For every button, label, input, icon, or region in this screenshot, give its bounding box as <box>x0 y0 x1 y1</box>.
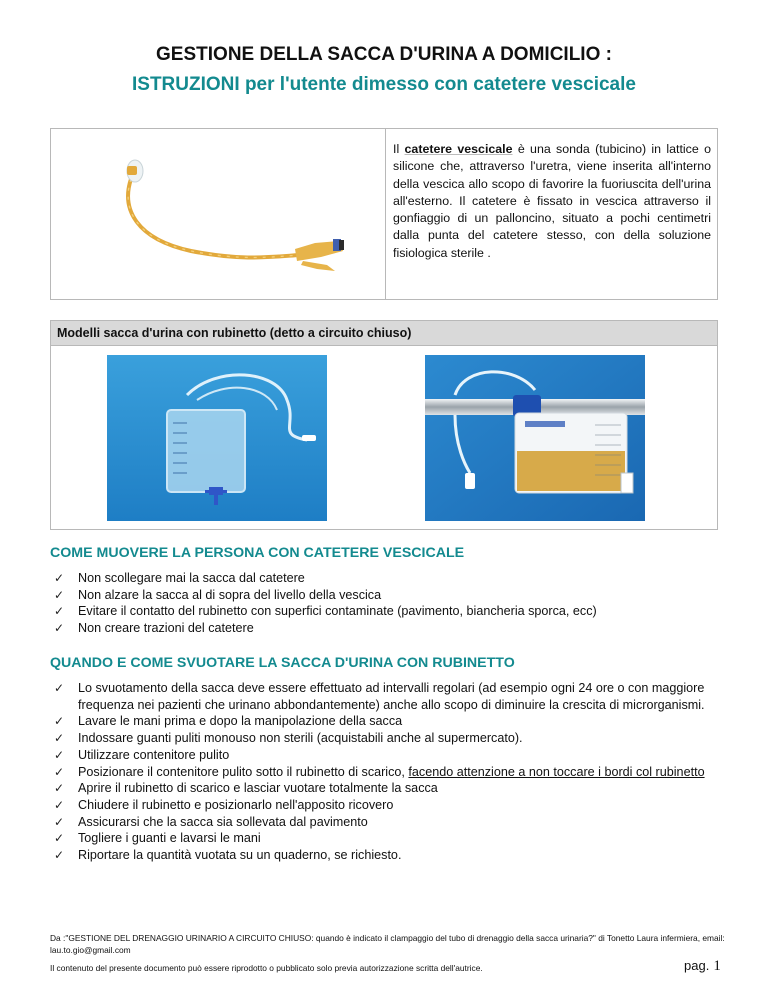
checkmark-icon: ✓ <box>54 587 65 602</box>
list-item: ✓ Lavare le mani prima e dopo la manipolazione della sacca <box>54 714 403 729</box>
section-empty-list <box>54 680 714 864</box>
page-number: pag. 1 <box>684 958 721 974</box>
section-move-title: COME MUOVERE LA PERSONA CON CATETERE VESCICALE <box>50 545 465 561</box>
checkmark-icon: ✓ <box>54 621 65 636</box>
catheter-image <box>81 139 361 289</box>
list-item: ✓ Utilizzare contenitore pulito <box>54 747 230 762</box>
checkmark-icon: ✓ <box>54 571 65 585</box>
list-item: ✓ Assicurarsi che la sacca sia sollevata dal pavimento <box>54 814 368 829</box>
checkmark-icon: ✓ <box>54 731 65 746</box>
checkmark-icon: ✓ <box>54 747 65 762</box>
document-title: GESTIONE DELLA SACCA D'URINA A DOMICILIO : <box>156 44 612 65</box>
list-item: ✓ Aprire il rubinetto di scarico e lasciar vuotare totalmente la sacca <box>54 781 438 796</box>
checkmark-icon: ✓ <box>54 814 65 829</box>
bag-models-box <box>50 320 718 530</box>
list-item: ✓ Evitare il contatto del rubinetto con superfici contaminate (pavimento, biancheria sporca, ecc) <box>54 604 597 619</box>
checkmark-icon: ✓ <box>54 714 65 729</box>
bag-models-header: Modelli sacca d'urina con rubinetto (detto a circuito chiuso) <box>51 321 717 346</box>
catheter-description: Il catetere vescicale è una sonda (tubicino) in lattice o silicone che, attraverso l'uretra, viene inserita all'interno della vescica allo scopo di favorire la fuoriuscita dell'urina all'esterno. Il catetere è fissato in vescica attraverso il gonfiaggio di un palloncino, situato a pochi centimetri dalla punta del catetere stesso, con della soluzione fisiologica sterile . <box>393 142 711 260</box>
checkmark-icon: ✓ <box>54 848 65 863</box>
list-item: ✓ Non alzare la sacca al di sopra del livello della vescica <box>54 587 382 602</box>
checkmark-icon: ✓ <box>54 797 65 812</box>
section-empty-title: QUANDO E COME SVUOTARE LA SACCA D'URINA CON RUBINETTO <box>50 655 515 671</box>
list-item: ✓ Togliere i guanti e lavarsi le mani <box>54 831 261 846</box>
checkmark-icon: ✓ <box>54 764 65 779</box>
checkmark-icon: ✓ <box>54 781 65 796</box>
list-item: ✓ Non scollegare mai la sacca dal catetere <box>54 571 305 585</box>
checkmark-icon: ✓ <box>54 681 65 695</box>
list-item: ✓ Indossare guanti puliti monouso non sterili (acquistabili anche al supermercato). <box>54 731 523 746</box>
list-item: ✓ Chiudere il rubinetto e posizionarlo nell'apposito ricovero <box>54 797 394 812</box>
list-item: ✓ Riportare la quantità vuotata su un quaderno, se richiesto. <box>54 848 402 863</box>
section-move-list <box>54 570 714 637</box>
urine-bag-photo-1 <box>107 355 327 521</box>
list-item: ✓ Non creare trazioni del catetere <box>54 621 254 636</box>
warning-underlined-text: facendo attenzione a non toccare i bordi col rubinetto <box>408 764 705 779</box>
copyright-note: Il contenuto del presente documento può essere riprodotto o pubblicato solo previa autorizzazione scritta dell'autrice. <box>50 963 483 973</box>
document-subtitle: ISTRUZIONI per l'utente dimesso con catetere vescicale <box>132 74 636 95</box>
list-item: ✓ Lo svuotamento della sacca deve essere effettuato ad intervalli regolari (ad esempio ogni 24 ore o con maggiore frequenza nei pazienti che urinano abbondantemente) anche allo scopo di diminuire la crescita di microrganismi. <box>54 681 705 712</box>
catheter-info-box <box>50 128 718 300</box>
urine-bag-photo-2 <box>425 355 645 521</box>
catheter-term: catetere vescicale <box>404 142 513 156</box>
checkmark-icon: ✓ <box>54 604 65 619</box>
source-note: Da :"GESTIONE DEL DRENAGGIO URINARIO A CIRCUITO CHIUSO: quando è indicato il clampaggio del tubo di drenaggio della sacca urinaria?" di Tonetto Laura infermiera, email: lau.to.gio@gmail.com <box>50 933 725 955</box>
list-item: ✓ Posizionare il contenitore pulito sotto il rubinetto di scarico, facendo attenzione a non toccare i bordi col rubinetto <box>54 764 705 779</box>
checkmark-icon: ✓ <box>54 831 65 846</box>
